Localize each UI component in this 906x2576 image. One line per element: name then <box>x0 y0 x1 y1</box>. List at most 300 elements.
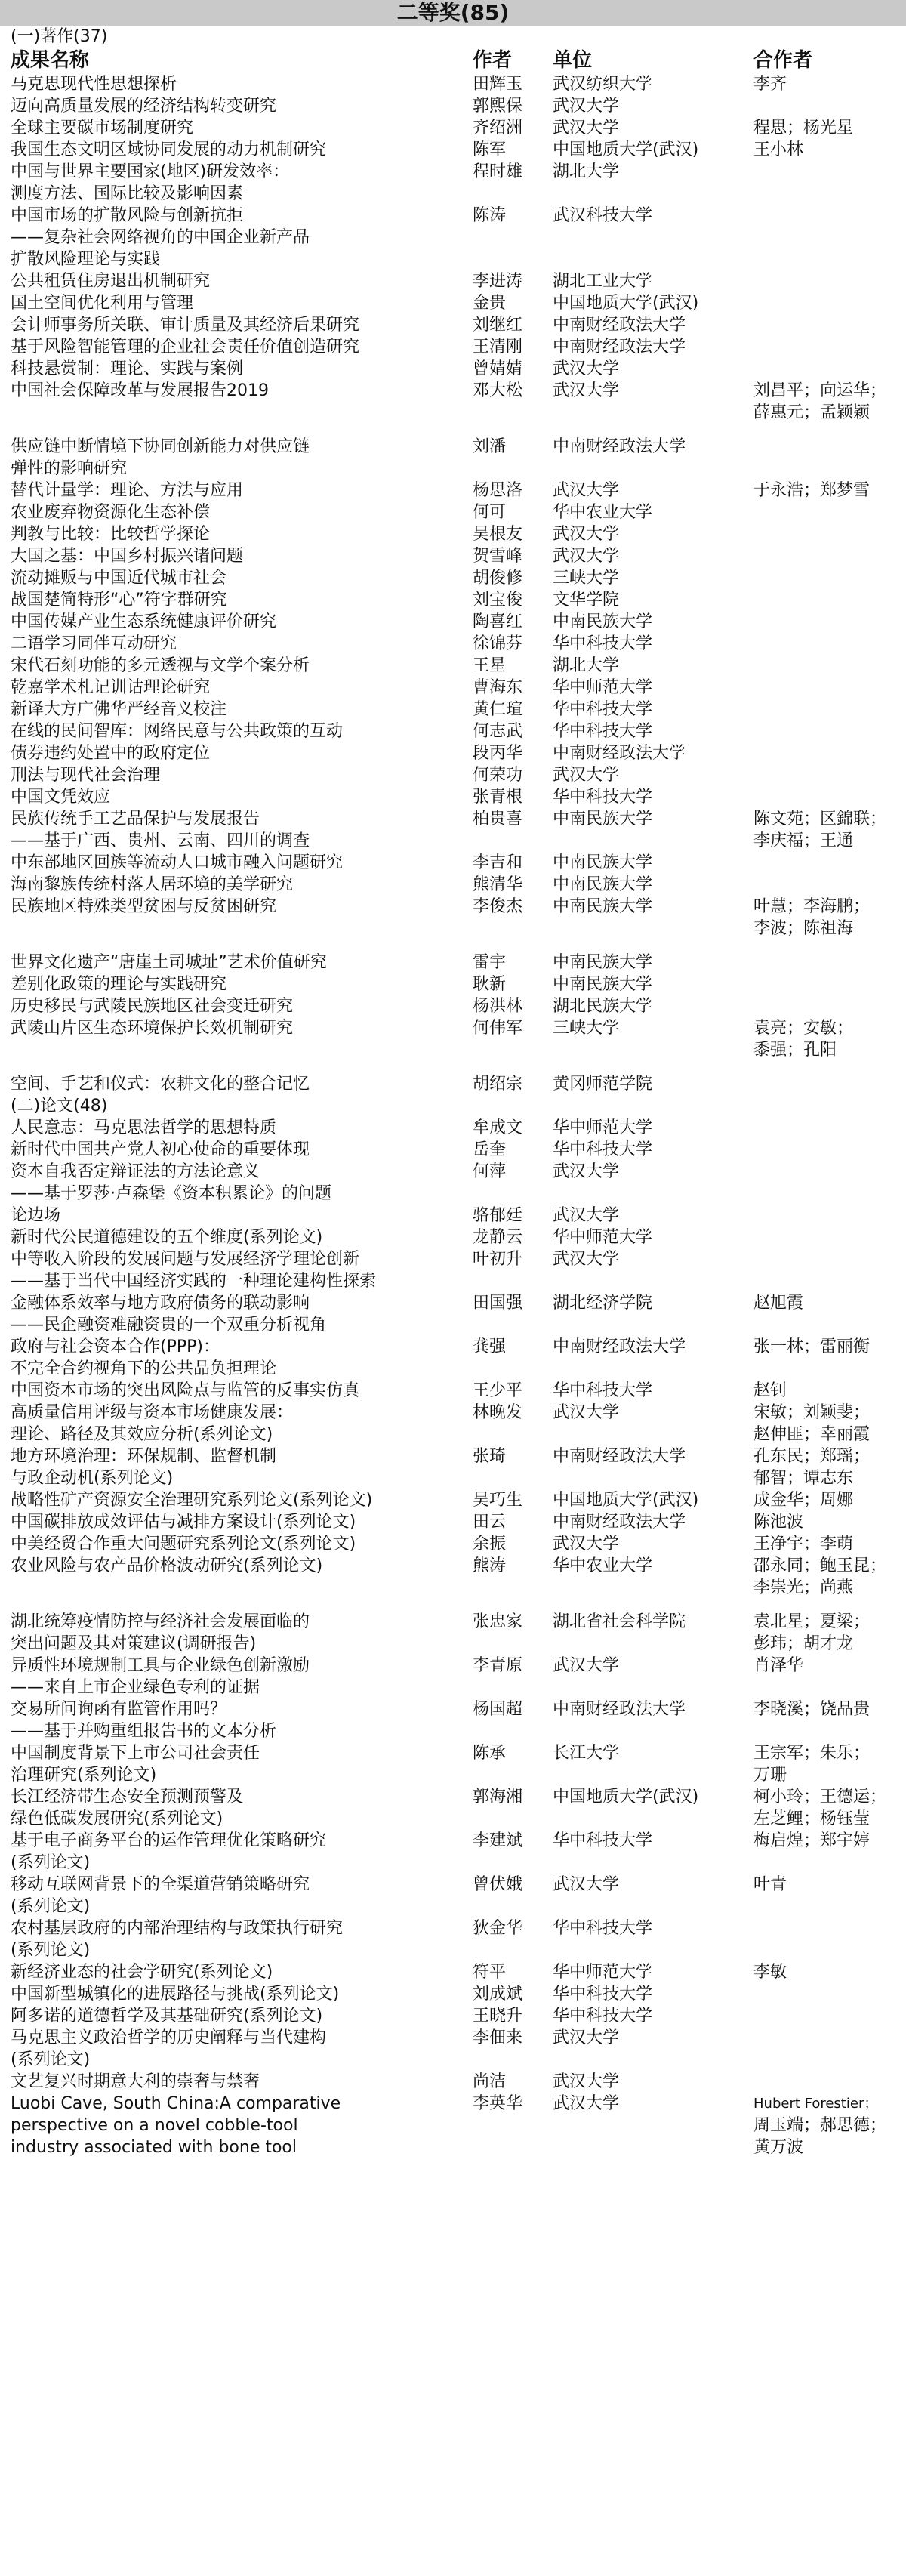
cell-author: 岳奎 <box>473 1140 507 1159</box>
cell-author: 王晓升 <box>473 2007 523 2025</box>
row-line <box>11 1511 898 1533</box>
row-line <box>11 874 898 896</box>
cell-title: 空间、手艺和仪式：农耕文化的整合记忆 <box>11 1075 310 1094</box>
cell-author: 徐锦芬 <box>473 634 523 653</box>
table-row <box>11 808 898 852</box>
cell-title: 不完全合约视角下的公共品负担理论 <box>11 1359 277 1378</box>
cell-title: 理论、路径及其效应分析(系列论文) <box>11 1425 273 1444</box>
row-line <box>11 1698 898 1720</box>
cell-title: 判教与比较：比较哲学探论 <box>11 525 211 544</box>
cell-author: 吴巧生 <box>473 1491 523 1510</box>
row-line <box>11 1577 898 1599</box>
table-row <box>11 1489 898 1511</box>
cell-author: 金贵 <box>473 294 507 313</box>
row-line <box>11 1830 898 1852</box>
cell-title: 刑法与现代社会治理 <box>11 766 161 785</box>
cell-title: (系列论文) <box>11 1897 91 1916</box>
cell-institution: 中南财经政法大学 <box>553 744 686 763</box>
cell-title: 扩散风险理论与实践 <box>11 250 161 269</box>
row-line <box>11 314 898 336</box>
cell-institution: 中南民族大学 <box>553 612 653 631</box>
row-line <box>11 1961 898 1983</box>
cell-title: perspective on a novel cobble-tool <box>11 2116 298 2135</box>
cell-institution: 华中科技大学 <box>553 634 653 653</box>
cell-author: 胡俊修 <box>473 569 523 588</box>
table-row <box>11 314 898 336</box>
table-row <box>11 358 898 380</box>
table-row <box>11 633 898 655</box>
table-row <box>11 852 898 874</box>
cell-author: 段丙华 <box>473 744 523 763</box>
cell-title: ——基于并购重组报告书的文本分析 <box>11 1722 277 1741</box>
cell-title: 新时代中国共产党人初心使命的重要体现 <box>11 1140 310 1159</box>
cell-author: 曾伏娥 <box>473 1875 523 1894</box>
cell-institution: 武汉大学 <box>553 97 620 116</box>
cell-title: 海南黎族传统村落人居环境的美学研究 <box>11 875 294 894</box>
cell-institution: 中国地质大学(武汉) <box>553 1788 699 1806</box>
cell-title: 中东部地区回族等流动人口城市融入问题研究 <box>11 853 344 872</box>
cell-title: ——民企融资难融资贵的一个双重分析视角 <box>11 1316 327 1334</box>
cell-author: 杨国超 <box>473 1700 523 1719</box>
cell-author: 柏贵喜 <box>473 810 523 828</box>
row-line <box>11 380 898 402</box>
row-line <box>11 995 898 1017</box>
cell-title: 会计师事务所关联、审计质量及其经济后果研究 <box>11 316 360 335</box>
table-row <box>11 2027 898 2071</box>
cell-institution: 湖北大学 <box>553 162 620 181</box>
cell-collaborators: 刘昌平；向运华； <box>753 381 887 400</box>
cell-author: 何萍 <box>473 1162 507 1181</box>
row-line <box>11 1336 898 1358</box>
cell-title: 替代计量学：理论、方法与应用 <box>11 481 244 500</box>
table-row <box>11 117 898 139</box>
cell-title: 全球主要碳市场制度研究 <box>11 119 194 137</box>
row-line <box>11 183 898 205</box>
row-line <box>11 1742 898 1764</box>
row-line <box>11 227 898 248</box>
row-line <box>11 699 898 720</box>
table-row <box>11 1117 898 1139</box>
cell-title: ——基于广西、贵州、云南、四川的调查 <box>11 831 310 850</box>
cell-institution: 三峡大学 <box>553 1019 620 1038</box>
cell-institution: 中南财经政法大学 <box>553 437 686 456</box>
cell-title: 中国制度背景下上市公司社会责任 <box>11 1744 260 1763</box>
table-row <box>11 973 898 995</box>
cell-title: (系列论文) <box>11 2050 91 2069</box>
cell-title: 中等收入阶段的发展问题与发展经济学理论创新 <box>11 1250 360 1269</box>
cell-author: 郭熙保 <box>473 97 523 116</box>
column-header-institution: 单位 <box>553 49 593 72</box>
table-row <box>11 1786 898 1830</box>
cell-title: 中国社会保障改革与发展报告2019 <box>11 381 269 400</box>
row-line <box>11 1117 898 1139</box>
row-line <box>11 896 898 918</box>
cell-author: 王少平 <box>473 1381 523 1400</box>
cell-title: 武陵山片区生态环境保护长效机制研究 <box>11 1019 294 1038</box>
cell-author: 邓大松 <box>473 381 523 400</box>
cell-collaborators: 肖泽华 <box>753 1656 804 1675</box>
cell-institution: 华中科技大学 <box>553 788 653 807</box>
cell-institution: 华中师范大学 <box>553 678 653 697</box>
cell-author: 曾婧婧 <box>473 359 523 378</box>
cell-institution: 湖北民族大学 <box>553 997 653 1016</box>
cell-institution: 武汉大学 <box>553 1162 620 1181</box>
table-row <box>11 764 898 786</box>
cell-title: 二语学习同伴互动研究 <box>11 634 177 653</box>
cell-institution: 中南财经政法大学 <box>553 316 686 335</box>
row-line <box>11 1017 898 1039</box>
table-row <box>11 1698 898 1742</box>
cell-title: 债券违约处置中的政府定位 <box>11 744 211 763</box>
row-line <box>11 655 898 677</box>
cell-title: 异质性环境规制工具与企业绿色创新激励 <box>11 1656 310 1675</box>
table-row <box>11 1830 898 1874</box>
table-row <box>11 655 898 677</box>
cell-title: ——复杂社会网络视角的中国企业新产品 <box>11 228 310 247</box>
cell-author: 田国强 <box>473 1294 523 1313</box>
row-line <box>11 1874 898 1896</box>
cell-title: 民族传统手工艺品保护与发展报告 <box>11 810 260 828</box>
cell-institution: 湖北工业大学 <box>553 272 653 291</box>
row-line <box>11 139 898 161</box>
table-row <box>11 1874 898 1917</box>
row-line <box>11 1611 898 1633</box>
row-line <box>11 1633 898 1655</box>
cell-collaborators: 李齐 <box>753 75 787 94</box>
cell-institution: 武汉大学 <box>553 1535 620 1553</box>
row-line <box>11 952 898 973</box>
cell-title: 差别化政策的理论与实践研究 <box>11 975 227 994</box>
cell-collaborators: 王小林 <box>753 140 804 159</box>
cell-title: 中国文凭效应 <box>11 788 111 807</box>
row-line <box>11 1161 898 1183</box>
cell-institution: 中南财经政法大学 <box>553 1513 686 1532</box>
row-line <box>11 1380 898 1402</box>
cell-author: 王星 <box>473 656 507 675</box>
row-line <box>11 1248 898 1270</box>
cell-institution: 三峡大学 <box>553 569 620 588</box>
table-row <box>11 1655 898 1698</box>
cell-institution: 武汉大学 <box>553 2094 620 2113</box>
cell-institution: 中南民族大学 <box>553 875 653 894</box>
cell-title: 乾嘉学术札记训诂理论研究 <box>11 678 211 697</box>
row-line <box>11 808 898 830</box>
column-header-row <box>11 48 898 73</box>
cell-author: 刘潘 <box>473 437 507 456</box>
cell-author: 林晚发 <box>473 1403 523 1422</box>
cell-institution: 武汉科技大学 <box>553 206 653 225</box>
table-row <box>11 1533 898 1555</box>
table-row <box>11 1742 898 1786</box>
table-row <box>11 611 898 633</box>
table-row <box>11 161 898 205</box>
row-line <box>11 1764 898 1786</box>
cell-title: 中国新型城镇化的进展路径与挑战(系列论文) <box>11 1985 340 2004</box>
row-line <box>11 742 898 764</box>
cell-author: 张青根 <box>473 788 523 807</box>
table-row <box>11 1139 898 1161</box>
cell-institution: 中南财经政法大学 <box>553 1700 686 1719</box>
cell-collaborators: 邵永同；鲍玉昆； <box>753 1556 887 1575</box>
cell-title: 新时代公民道德建设的五个维度(系列论文) <box>11 1228 323 1247</box>
cell-title: 战略性矿产资源安全治理研究系列论文(系列论文) <box>11 1491 373 1510</box>
table-row <box>11 1961 898 1983</box>
cell-title: (系列论文) <box>11 1941 91 1960</box>
cell-institution: 武汉大学 <box>553 359 620 378</box>
cell-collaborators: 王净宇；李萌 <box>753 1535 854 1553</box>
cell-title: 科技悬赏制：理论、实践与案例 <box>11 359 244 378</box>
cell-collaborators: 李庆福；王通 <box>753 831 854 850</box>
cell-title: 农业废弃物资源化生态补偿 <box>11 503 211 522</box>
cell-collaborators: 成金华；周娜 <box>753 1491 854 1510</box>
cell-institution: 华中科技大学 <box>553 722 653 741</box>
cell-institution: 武汉大学 <box>553 2072 620 2091</box>
cell-institution: 长江大学 <box>553 1744 620 1763</box>
row-line <box>11 2005 898 2027</box>
row-line <box>11 720 898 742</box>
cell-author: 耿新 <box>473 975 507 994</box>
table-row <box>11 95 898 117</box>
row-line <box>11 1983 898 2005</box>
cell-title: 大国之基：中国乡村振兴诸问题 <box>11 547 244 566</box>
cell-author: 田辉玉 <box>473 75 523 94</box>
cell-institution: 武汉大学 <box>553 119 620 137</box>
cell-author: 李建斌 <box>473 1831 523 1850</box>
cell-institution: 武汉大学 <box>553 525 620 544</box>
cell-title: 人民意志：马克思法哲学的思想特质 <box>11 1118 277 1137</box>
row-line <box>11 589 898 611</box>
cell-institution: 华中科技大学 <box>553 1140 653 1159</box>
cell-author: 李英华 <box>473 2094 523 2113</box>
award-banner: 二等奖(85) <box>0 0 906 26</box>
row-line <box>11 611 898 633</box>
row-line <box>11 1314 898 1336</box>
cell-institution: 武汉大学 <box>553 1875 620 1894</box>
cell-title: 流动摊贩与中国近代城市社会 <box>11 569 227 588</box>
cell-title: Luobi Cave, South China:A comparative <box>11 2094 341 2113</box>
cell-collaborators: 袁北星；夏梁； <box>753 1612 871 1631</box>
cell-institution: 中南财经政法大学 <box>553 338 686 356</box>
row-line <box>11 402 898 424</box>
row-line <box>11 1720 898 1742</box>
cell-author: 李青原 <box>473 1656 523 1675</box>
cell-collaborators: 于永浩；郑梦雪 <box>753 481 871 500</box>
row-line <box>11 2027 898 2049</box>
cell-institution: 武汉大学 <box>553 2028 620 2047</box>
cell-title: 阿多诺的道德哲学及其基础研究(系列论文) <box>11 2007 323 2025</box>
row-line <box>11 358 898 380</box>
row-line <box>11 1939 898 1961</box>
cell-institution: 文华学院 <box>553 591 620 609</box>
table-row <box>11 480 898 501</box>
row-line <box>11 161 898 183</box>
table-row <box>11 589 898 611</box>
cell-collaborators: 赵旭霞 <box>753 1294 804 1313</box>
table-row <box>11 1983 898 2005</box>
row-line <box>11 633 898 655</box>
cell-institution: 湖北经济学院 <box>553 1294 653 1313</box>
cell-author: 熊涛 <box>473 1556 507 1575</box>
cell-author: 何荣功 <box>473 766 523 785</box>
cell-collaborators: 张一林；雷丽衡 <box>753 1337 871 1356</box>
row-line <box>11 1205 898 1226</box>
cell-title: ——来自上市企业绿色专利的证据 <box>11 1678 260 1697</box>
cell-title: 高质量信用评级与资本市场健康发展： <box>11 1403 294 1422</box>
row-line <box>11 1852 898 1874</box>
cell-collaborators: 黍强；孔阳 <box>753 1041 837 1060</box>
cell-title: 长江经济带生态安全预测预警及 <box>11 1788 244 1806</box>
row-line <box>11 1677 898 1698</box>
cell-author: 叶初升 <box>473 1250 523 1269</box>
cell-author: 熊清华 <box>473 875 523 894</box>
cell-title: 农业风险与农产品价格波动研究(系列论文) <box>11 1556 323 1575</box>
cell-title: 湖北统筹疫情防控与经济社会发展面临的 <box>11 1612 310 1631</box>
cell-institution: 中国地质大学(武汉) <box>553 294 699 313</box>
cell-title: 马克思主义政治哲学的历史阐释与当代建构 <box>11 2028 327 2047</box>
cell-title: 农村基层政府的内部治理结构与政策执行研究 <box>11 1919 344 1938</box>
row-line <box>11 458 898 480</box>
cell-author: 贺雪峰 <box>473 547 523 566</box>
cell-collaborators: 陈池波 <box>753 1513 804 1532</box>
row-line <box>11 1270 898 1292</box>
cell-author: 陈涛 <box>473 206 507 225</box>
table-row <box>11 1511 898 1533</box>
cell-title: (系列论文) <box>11 1853 91 1872</box>
cell-institution: 武汉纺织大学 <box>553 75 653 94</box>
cell-collaborators: 宋敏；刘颖斐； <box>753 1403 871 1422</box>
row-line <box>11 1555 898 1577</box>
table-row <box>11 1917 898 1961</box>
table-row <box>11 1611 898 1655</box>
cell-institution: 华中科技大学 <box>553 2007 653 2025</box>
table-row <box>11 1555 898 1599</box>
cell-institution: 武汉大学 <box>553 1656 620 1675</box>
cell-title: industry associated with bone tool <box>11 2138 297 2157</box>
row-line <box>11 1073 898 1095</box>
row-line <box>11 501 898 523</box>
cell-institution: 中南民族大学 <box>553 810 653 828</box>
table-row <box>11 73 898 95</box>
cell-collaborators: 万珊 <box>753 1766 787 1785</box>
cell-institution: 湖北省社会科学院 <box>553 1612 686 1631</box>
table-row <box>11 567 898 589</box>
table-row <box>11 1380 898 1402</box>
row-line <box>11 480 898 501</box>
row-spacer <box>11 424 898 436</box>
cell-institution: 中国地质大学(武汉) <box>553 140 699 159</box>
cell-collaborators: 袁亮；安敏； <box>753 1019 854 1038</box>
table-row <box>11 1226 898 1248</box>
row-line <box>11 1489 898 1511</box>
column-header-author: 作者 <box>473 49 513 72</box>
cell-institution: 湖北大学 <box>553 656 620 675</box>
cell-title: 中国传媒产业生态系统健康评价研究 <box>11 612 277 631</box>
cell-title: 中国与世界主要国家(地区)研发效率： <box>11 162 290 181</box>
row-line <box>11 2071 898 2093</box>
cell-collaborators: 叶慧；李海鹏； <box>753 897 871 916</box>
cell-collaborators: 叶青 <box>753 1875 787 1894</box>
table-row <box>11 1292 898 1336</box>
table-row <box>11 523 898 545</box>
cell-author: 陶喜红 <box>473 612 523 631</box>
row-line <box>11 1467 898 1489</box>
cell-title: 基于电子商务平台的运作管理优化策略研究 <box>11 1831 327 1850</box>
cell-institution: 武汉大学 <box>553 381 620 400</box>
table-row <box>11 270 898 292</box>
cell-author: 何志武 <box>473 722 523 741</box>
cell-title: 基于风险智能管理的企业社会责任价值创造研究 <box>11 338 360 356</box>
cell-author: 张忠家 <box>473 1612 523 1631</box>
cell-collaborators: 梅启煌；郑宇婷 <box>753 1831 871 1850</box>
row-line <box>11 2049 898 2071</box>
cell-collaborators: 左芝鲤；杨钰莹 <box>753 1809 871 1828</box>
row-line <box>11 270 898 292</box>
row-line <box>11 1896 898 1917</box>
row-line <box>11 1358 898 1380</box>
row-line <box>11 1226 898 1248</box>
cell-title: 宋代石刻功能的多元透视与文学个案分析 <box>11 656 310 675</box>
table-row <box>11 699 898 720</box>
cell-institution: 中国地质大学(武汉) <box>553 1491 699 1510</box>
cell-author: 李俊杰 <box>473 897 523 916</box>
cell-author: 刘宝俊 <box>473 591 523 609</box>
cell-author: 牟成文 <box>473 1118 523 1137</box>
cell-title: 论边场 <box>11 1206 61 1225</box>
cell-collaborators: 王宗军；朱乐； <box>753 1744 871 1763</box>
table-row <box>11 720 898 742</box>
cell-title: 马克思现代性思想探析 <box>11 75 177 94</box>
table-row <box>11 786 898 808</box>
cell-author: 胡绍宗 <box>473 1075 523 1094</box>
cell-institution: 中南民族大学 <box>553 975 653 994</box>
row-line <box>11 1533 898 1555</box>
cell-title: 中国市场的扩散风险与创新抗拒 <box>11 206 244 225</box>
cell-collaborators: 彭玮；胡才龙 <box>753 1634 854 1653</box>
table-row <box>11 501 898 523</box>
row-line <box>11 336 898 358</box>
cell-institution: 中南民族大学 <box>553 853 653 872</box>
cell-author: 骆郁廷 <box>473 1206 523 1225</box>
cell-collaborators: 孔东民；郑瑶； <box>753 1447 871 1466</box>
cell-author: 陈承 <box>473 1744 507 1763</box>
row-line <box>11 248 898 270</box>
row-line <box>11 545 898 567</box>
cell-title: 新译大方广佛华严经音义校注 <box>11 700 227 719</box>
section-heading: (一)著作(37) <box>11 27 108 46</box>
row-line <box>11 677 898 699</box>
table-row <box>11 1073 898 1095</box>
cell-collaborators: 李敏 <box>753 1963 787 1982</box>
table-row <box>11 380 898 424</box>
cell-collaborators: 郁智；谭志东 <box>753 1469 854 1488</box>
table-row <box>11 1017 898 1061</box>
cell-title: 新经济业态的社会学研究(系列论文) <box>11 1963 273 1982</box>
row-line <box>11 1445 898 1467</box>
cell-title: 政府与社会资本合作(PPP)： <box>11 1337 220 1356</box>
cell-institution: 武汉大学 <box>553 1206 620 1225</box>
table-row <box>11 952 898 973</box>
cell-title: 资本自我否定辩证法的方法论意义 <box>11 1162 260 1181</box>
cell-author: 何伟军 <box>473 1019 523 1038</box>
cell-title: 在线的民间智库：网络民意与公共政策的互动 <box>11 722 344 741</box>
table-row <box>11 336 898 358</box>
cell-title: 移动互联网背景下的全渠道营销策略研究 <box>11 1875 310 1894</box>
row-line <box>11 436 898 458</box>
cell-title: 中国资本市场的突出风险点与监管的反事实仿真 <box>11 1381 360 1400</box>
cell-author: 龚强 <box>473 1337 507 1356</box>
cell-author: 田云 <box>473 1513 507 1532</box>
cell-title: 治理研究(系列论文) <box>11 1766 157 1785</box>
